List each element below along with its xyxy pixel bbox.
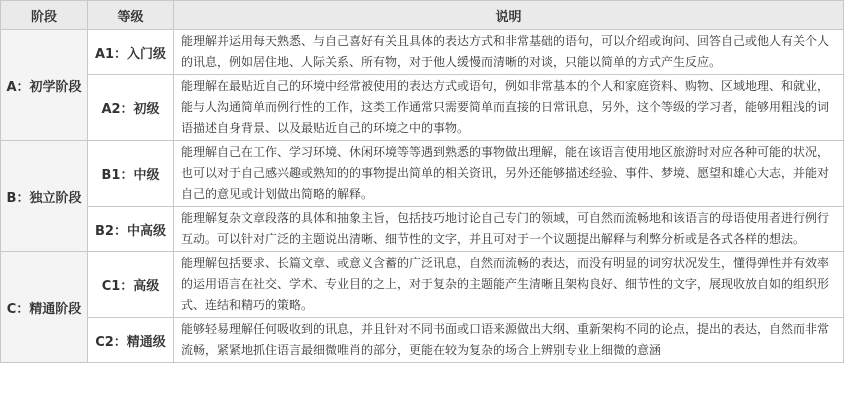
description-cell-a2: 能理解在最贴近自己的环境中经常被使用的表达方式或语句，例如非常基本的个人和家庭资料、购物、区域地理、和就业，能与人沟通简单而例行性的工作，这类工作通常只需要简单而直接的日常讯息，另外，这个等级的学习者，能够用粗浅的词语描述自身背景、以及最贴近自己的环境之中的事物。 (174, 75, 844, 141)
table-row (1, 75, 844, 141)
level-cell-b2: B2：中高级 (88, 207, 174, 252)
table-row (1, 318, 844, 363)
stage-cell-a: A：初学阶段 (1, 30, 88, 141)
header-description: 说明 (174, 1, 844, 30)
table-row (1, 141, 844, 207)
description-cell-a1: 能理解并运用每天熟悉、与自己喜好有关且具体的表达方式和非常基础的语句，可以介绍或询问、回答自己或他人有关个人的讯息，例如居住地、人际关系、所有物，对于他人缓慢而清晰的对谈，只能以简单的方式产生反应。 (174, 30, 844, 75)
description-cell-b1: 能理解自己在工作、学习环境、休闲环境等等遇到熟悉的事物做出理解，能在该语言使用地区旅游时对应各种可能的状况，也可以对于自己感兴趣或熟知的的事物提出简单的相关资讯，另外还能够描述经验、事件、梦境、愿望和雄心大志，并能对自己的意见或计划做出简略的解释。 (174, 141, 844, 207)
level-cell-b1: B1：中级 (88, 141, 174, 207)
stage-cell-b: B：独立阶段 (1, 141, 88, 252)
header-level: 等级 (88, 1, 174, 30)
description-cell-b2: 能理解复杂文章段落的具体和抽象主旨，包括技巧地讨论自己专门的领域，可自然而流畅地和该语言的母语使用者进行例行互动。可以针对广泛的主题说出清晰、细节性的文字，并且可对于一个议题提出解释与利弊分析或是各式各样的想法。 (174, 207, 844, 252)
level-cell-c1: C1：高级 (88, 252, 174, 318)
level-cell-a1: A1：入门级 (88, 30, 174, 75)
stage-cell-c: C：精通阶段 (1, 252, 88, 363)
description-cell-c2: 能够轻易理解任何吸收到的讯息，并且针对不同书面或口语来源做出大纲、重新架构不同的论点，提出的表达，自然而非常流畅，紧紧地抓住语言最细微唯肖的部分，更能在较为复杂的场合上辨别专业上细微的意涵 (174, 318, 844, 363)
table-row (1, 252, 844, 318)
table-row (1, 207, 844, 252)
header-stage: 阶段 (1, 1, 88, 30)
table-row (1, 30, 844, 75)
level-cell-a2: A2：初级 (88, 75, 174, 141)
level-cell-c2: C2：精通级 (88, 318, 174, 363)
header-row (1, 1, 844, 30)
description-cell-c1: 能理解包括要求、长篇文章、或意义含蓄的广泛讯息，自然而流畅的表达，而没有明显的词穷状况发生，懂得弹性并有效率的运用语言在社交、学术、专业目的之上，对于复杂的主题能产生清晰且架构良好、细节性的文字，展现收放自如的组织形式、连结和精巧的策略。 (174, 252, 844, 318)
